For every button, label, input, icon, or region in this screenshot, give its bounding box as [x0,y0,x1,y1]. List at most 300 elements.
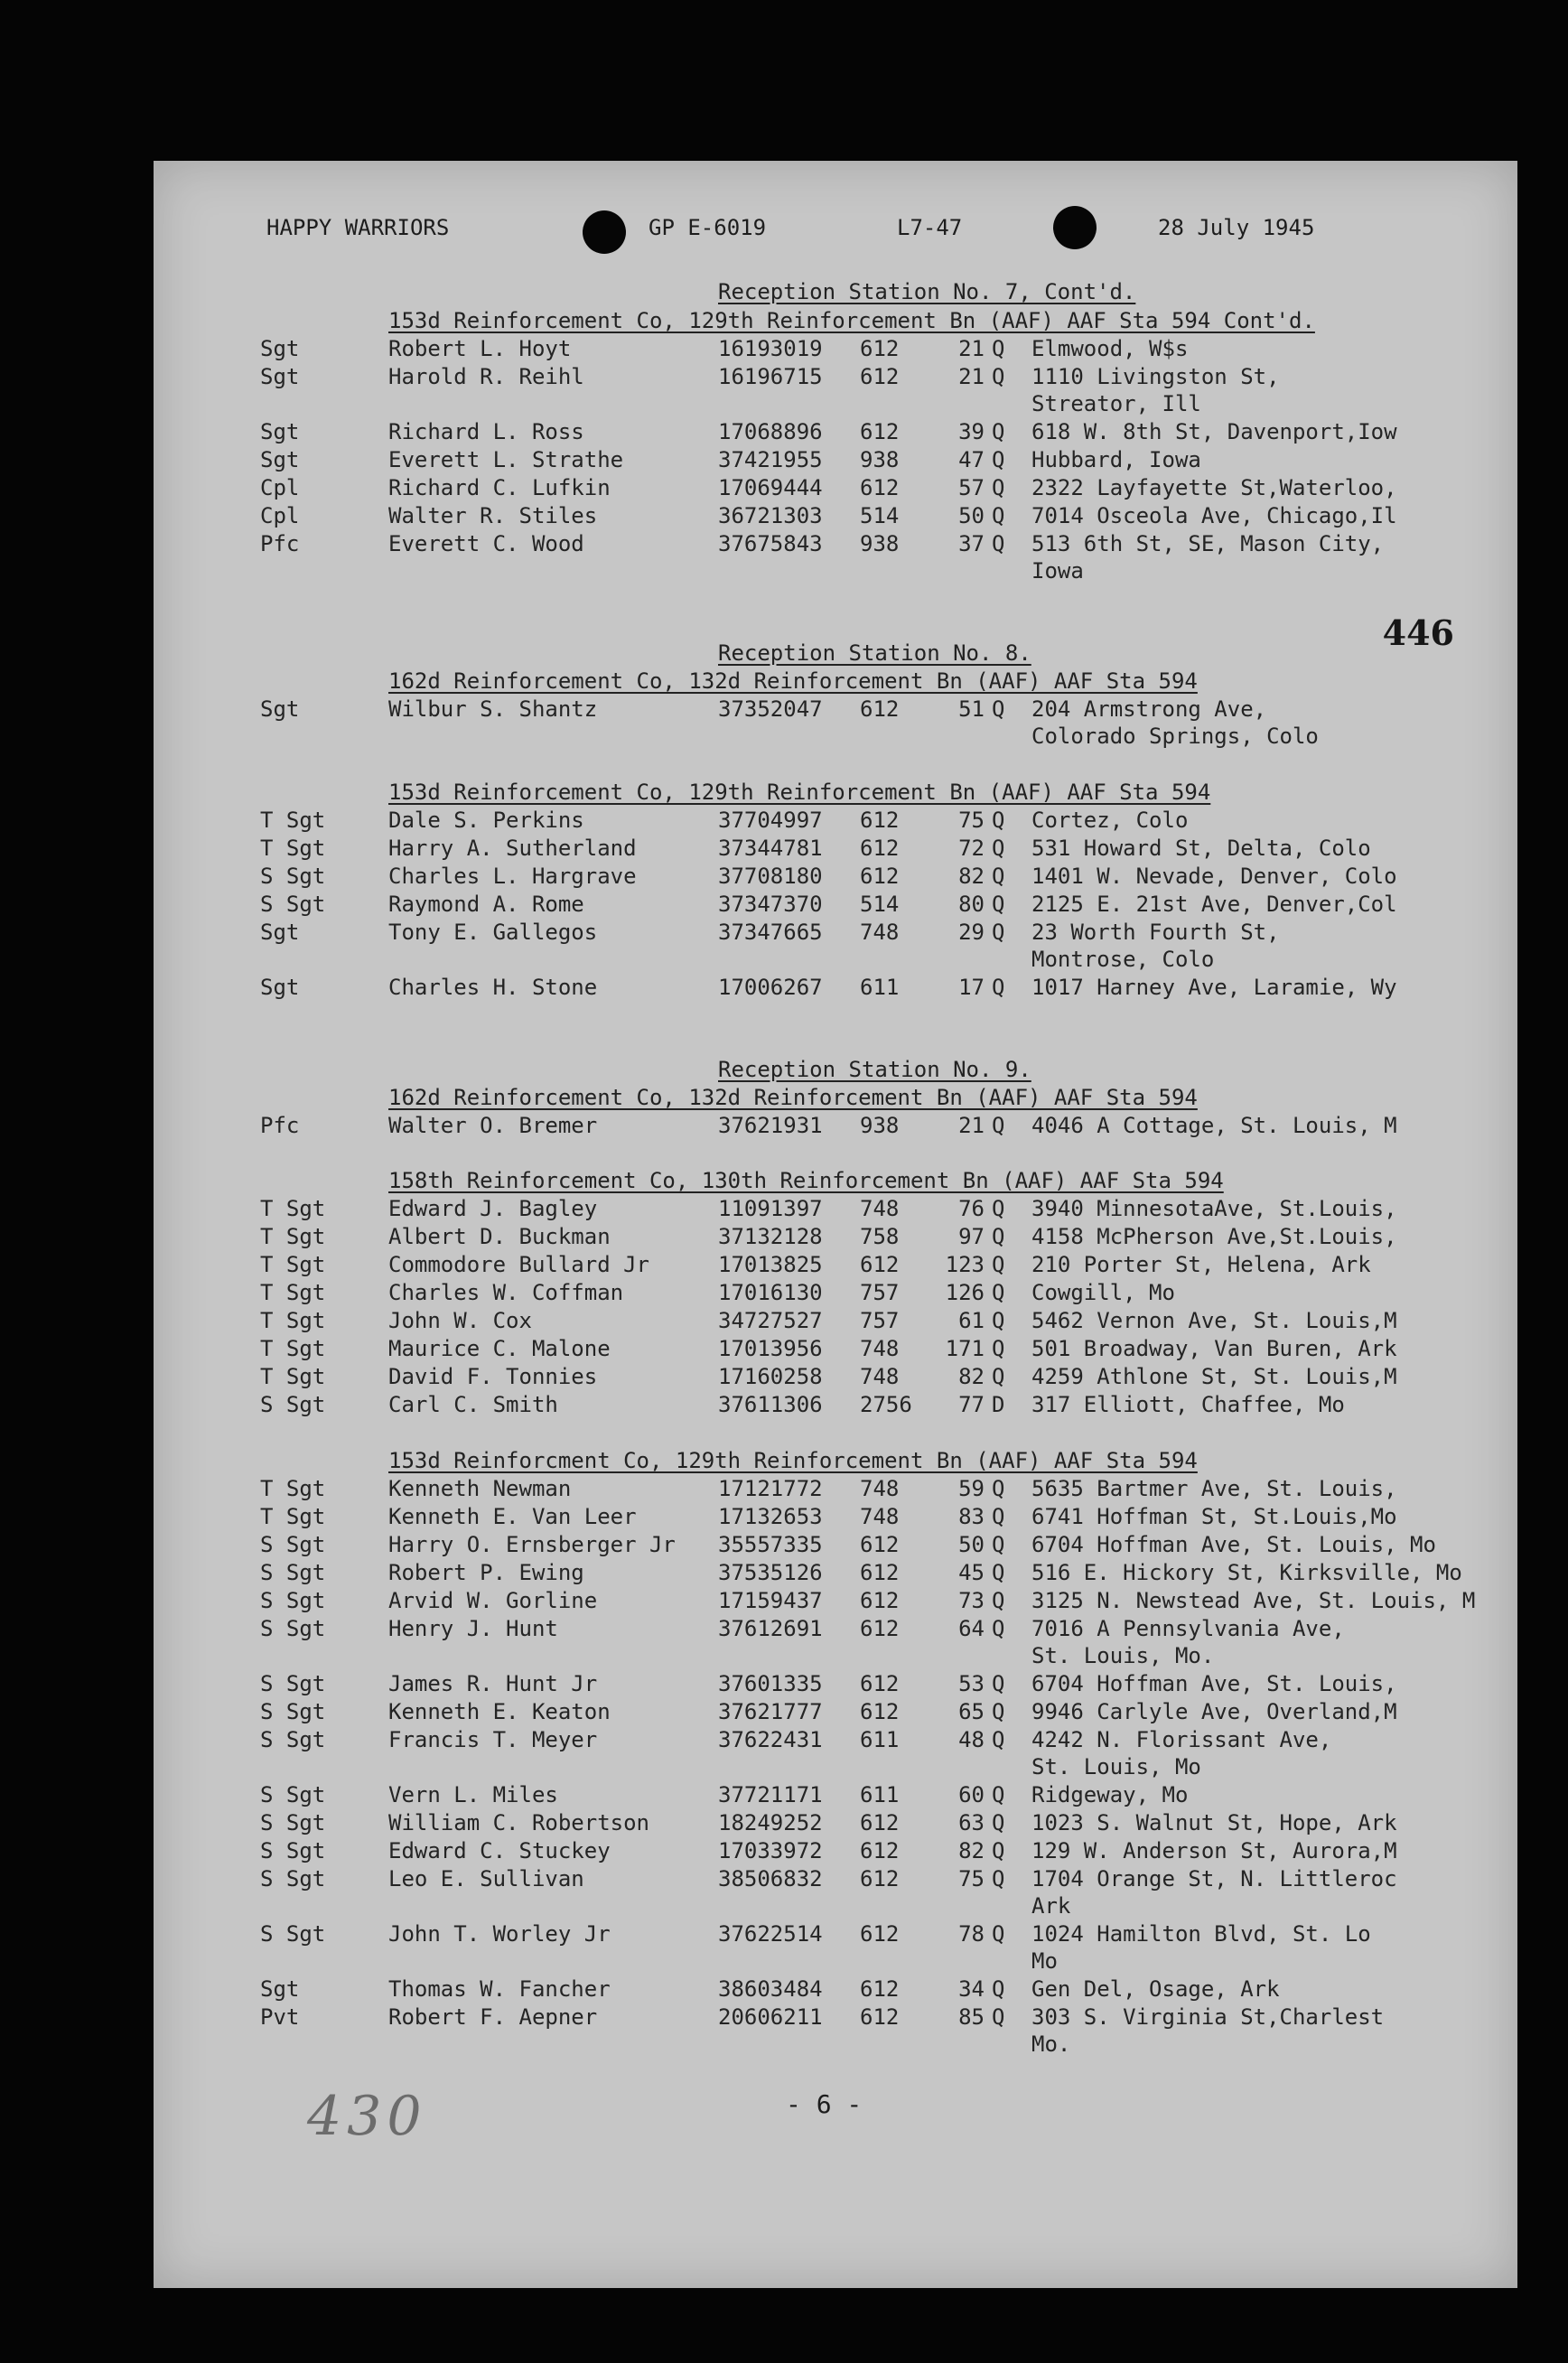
roster-rank: S Sgt [260,1727,326,1752]
unit-heading: 162d Reinforcement Co, 132d Reinforcement Bn (AAF) AAF Sta 594 [388,1085,1198,1110]
roster-addr: 1024 Hamilton Blvd, St. Lo [1031,1921,1371,1947]
roster-rank: Pvt [260,2004,300,2030]
roster-rank: T Sgt [260,1196,326,1221]
roster-row [154,2003,1517,2057]
roster-serial: 37721171 [718,1782,823,1807]
roster-addr: 129 W. Anderson St, Aurora,M [1031,1838,1397,1863]
roster-addr: 531 Howard St, Delta, Colo [1031,836,1371,861]
roster-serial: 11091397 [718,1196,823,1221]
roster-name: Charles W. Coffman [388,1280,624,1305]
roster-rank: T Sgt [260,1224,326,1249]
roster-q: Q [992,696,1005,722]
roster-serial: 37535126 [718,1560,823,1585]
roster-addr: 210 Porter St, Helena, Ark [1031,1252,1371,1277]
roster-code: 757 [860,1308,900,1333]
roster-q: Q [992,1616,1005,1641]
roster-pts: 21 [958,336,985,361]
roster-row [154,696,1517,749]
document-date: 28 July 1945 [1158,215,1315,240]
roster-pts: 123 [945,1252,985,1277]
roster-rank: T Sgt [260,808,326,833]
roster-rank: S Sgt [260,1671,326,1696]
roster-addr: 6704 Hoffman Ave, St. Louis, [1031,1671,1397,1696]
roster-rank: S Sgt [260,1560,326,1585]
roster-serial: 37675843 [718,531,823,556]
roster-code: 612 [860,1616,900,1641]
roster-code: 611 [860,1782,900,1807]
roster-q: Q [992,1113,1005,1138]
roster-rank: S Sgt [260,1921,326,1947]
roster-pts: 82 [958,864,985,889]
roster-rank: Sgt [260,447,300,472]
roster-pts: 75 [958,1866,985,1891]
roster-serial: 38603484 [718,1976,823,2002]
roster-pts: 64 [958,1616,985,1641]
roster-pts: 53 [958,1671,985,1696]
roster-addr: 4158 McPherson Ave,St.Louis, [1031,1224,1397,1249]
roster-row [154,1615,1517,1668]
roster-rank: Sgt [260,696,300,722]
roster-name: Leo E. Sullivan [388,1866,584,1891]
roster-addr-continued: Mo. [1031,2031,1071,2057]
roster-code: 612 [860,1588,900,1613]
roster-pts: 17 [958,975,985,1000]
roster-pts: 51 [958,696,985,722]
roster-addr: 6704 Hoffman Ave, St. Louis, Mo [1031,1532,1436,1557]
roster-pts: 60 [958,1782,985,1807]
roster-row [154,474,1517,501]
roster-q: Q [992,920,1005,945]
roster-addr: 5462 Vernon Ave, St. Louis,M [1031,1308,1397,1333]
roster-code: 612 [860,864,900,889]
roster-serial: 34727527 [718,1308,823,1333]
roster-row [154,1920,1517,1974]
roster-serial: 37622431 [718,1727,823,1752]
unit-heading: 158th Reinforcement Co, 130th Reinforcement Bn (AAF) AAF Sta 594 [388,1168,1224,1193]
roster-addr-continued: Montrose, Colo [1031,947,1215,972]
roster-name: Maurice C. Malone [388,1336,611,1361]
roster-addr: 303 S. Virginia St,Charlest [1031,2004,1385,2030]
roster-rank: S Sgt [260,1392,326,1417]
page-number: - 6 - [786,2089,863,2119]
roster-row [154,1335,1517,1362]
roster-row [154,1391,1517,1418]
roster-q: Q [992,1727,1005,1752]
roster-rank: T Sgt [260,1336,326,1361]
roster-pts: 59 [958,1476,985,1501]
roster-serial: 17013825 [718,1252,823,1277]
roster-code: 612 [860,1866,900,1891]
roster-rank: S Sgt [260,892,326,917]
roster-code: 612 [860,1810,900,1835]
roster-q: Q [992,1866,1005,1891]
roster-row [154,418,1517,445]
roster-code: 757 [860,1280,900,1305]
roster-rank: Cpl [260,475,300,500]
roster-pts: 80 [958,892,985,917]
roster-serial: 17069444 [718,475,823,500]
roster-addr: 1023 S. Walnut St, Hope, Ark [1031,1810,1397,1835]
roster-rank: Sgt [260,975,300,1000]
roster-row [154,530,1517,584]
roster-addr-continued: Streator, Ill [1031,391,1201,416]
roster-name: David F. Tonnies [388,1364,598,1389]
roster-code: 612 [860,1252,900,1277]
roster-serial: 37347370 [718,892,823,917]
roster-name: Richard C. Lufkin [388,475,611,500]
roster-addr: 4259 Athlone St, St. Louis,M [1031,1364,1397,1389]
roster-code: 938 [860,531,900,556]
unit-heading: 162d Reinforcement Co, 132d Reinforcement Bn (AAF) AAF Sta 594 [388,668,1198,694]
roster-row [154,363,1517,416]
roster-row [154,1531,1517,1558]
roster-name: Henry J. Hunt [388,1616,558,1641]
roster-pts: 50 [958,1532,985,1557]
roster-pts: 82 [958,1364,985,1389]
roster-row [154,1363,1517,1390]
roster-code: 748 [860,1504,900,1529]
roster-q: Q [992,1364,1005,1389]
roster-pts: 97 [958,1224,985,1249]
roster-rank: S Sgt [260,864,326,889]
roster-rank: S Sgt [260,1810,326,1835]
roster-code: 938 [860,447,900,472]
roster-rank: T Sgt [260,1504,326,1529]
roster-serial: 16196715 [718,364,823,389]
roster-addr: 2322 Layfayette St,Waterloo, [1031,475,1397,500]
roster-name: Tony E. Gallegos [388,920,598,945]
roster-addr: 1401 W. Nevade, Denver, Colo [1031,864,1397,889]
roster-addr: 1704 Orange St, N. Littleroc [1031,1866,1397,1891]
roster-q: Q [992,447,1005,472]
roster-q: Q [992,892,1005,917]
roster-q: Q [992,1336,1005,1361]
roster-q: Q [992,1252,1005,1277]
roster-addr: Cortez, Colo [1031,808,1189,833]
roster-code: 938 [860,1113,900,1138]
roster-addr: Gen Del, Osage, Ark [1031,1976,1280,2002]
roster-row [154,835,1517,862]
roster-addr: 1110 Livingston St, [1031,364,1280,389]
roster-rank: T Sgt [260,1252,326,1277]
roster-q: Q [992,808,1005,833]
roster-name: Raymond A. Rome [388,892,584,917]
roster-pts: 21 [958,1113,985,1138]
roster-q: Q [992,1838,1005,1863]
roster-row [154,1670,1517,1697]
roster-row [154,863,1517,890]
roster-serial: 37344781 [718,836,823,861]
reception-station-heading: Reception Station No. 9. [718,1057,1031,1082]
roster-addr: Hubbard, Iowa [1031,447,1201,472]
roster-row [154,1726,1517,1779]
roster-code: 748 [860,1196,900,1221]
roster-addr: 516 E. Hickory St, Kirksville, Mo [1031,1560,1462,1585]
document-page [154,161,1517,2288]
roster-rank: S Sgt [260,1699,326,1724]
roster-rank: S Sgt [260,1838,326,1863]
roster-name: Harold R. Reihl [388,364,584,389]
reception-station-heading: Reception Station No. 8. [718,640,1031,666]
roster-pts: 72 [958,836,985,861]
roster-row [154,1251,1517,1278]
roster-code: 612 [860,836,900,861]
roster-row [154,502,1517,529]
roster-row [154,807,1517,834]
roster-q: Q [992,336,1005,361]
roster-pts: 75 [958,808,985,833]
roster-addr: 2125 E. 21st Ave, Denver,Col [1031,892,1397,917]
roster-pts: 77 [958,1392,985,1417]
roster-pts: 171 [945,1336,985,1361]
roster-addr-continued: Colorado Springs, Colo [1031,724,1319,749]
roster-name: Carl C. Smith [388,1392,558,1417]
roster-pts: 83 [958,1504,985,1529]
roster-pts: 45 [958,1560,985,1585]
roster-row [154,1865,1517,1919]
roster-row [154,1307,1517,1334]
roster-addr-continued: Iowa [1031,558,1084,584]
roster-q: Q [992,1699,1005,1724]
punch-hole [1053,206,1097,249]
roster-addr: 4046 A Cottage, St. Louis, M [1031,1113,1397,1138]
roster-rank: T Sgt [260,1308,326,1333]
roster-name: Wilbur S. Shantz [388,696,598,722]
roster-addr: 317 Elliott, Chaffee, Mo [1031,1392,1345,1417]
roster-q: Q [992,975,1005,1000]
roster-name: Edward C. Stuckey [388,1838,611,1863]
roster-name: Dale S. Perkins [388,808,584,833]
roster-q: Q [992,1810,1005,1835]
roster-serial: 17132653 [718,1504,823,1529]
roster-code: 612 [860,1838,900,1863]
roster-addr: 4242 N. Florissant Ave, [1031,1727,1332,1752]
roster-serial: 37621777 [718,1699,823,1724]
roster-pts: 78 [958,1921,985,1947]
roster-serial: 17013956 [718,1336,823,1361]
roster-code: 611 [860,975,900,1000]
roster-addr: 204 Armstrong Ave, [1031,696,1267,722]
roster-serial: 17068896 [718,419,823,444]
roster-q: Q [992,1224,1005,1249]
roster-serial: 17159437 [718,1588,823,1613]
roster-row [154,335,1517,362]
roster-serial: 37621931 [718,1113,823,1138]
roster-serial: 17033972 [718,1838,823,1863]
roster-row [154,1587,1517,1614]
roster-rank: S Sgt [260,1616,326,1641]
roster-name: John W. Cox [388,1308,532,1333]
roster-serial: 37622514 [718,1921,823,1947]
roster-serial: 37347665 [718,920,823,945]
roster-rank: T Sgt [260,1476,326,1501]
roster-pts: 57 [958,475,985,500]
roster-addr: Cowgill, Mo [1031,1280,1175,1305]
roster-addr: 1017 Harney Ave, Laramie, Wy [1031,975,1397,1000]
roster-row [154,1975,1517,2003]
roster-serial: 20606211 [718,2004,823,2030]
roster-rank: S Sgt [260,1866,326,1891]
roster-rank: T Sgt [260,836,326,861]
reception-station-heading: Reception Station No. 7, Cont'd. [718,279,1136,304]
roster-addr: 7014 Osceola Ave, Chicago,Il [1031,503,1397,528]
roster-serial: 17006267 [718,975,823,1000]
roster-serial: 37708180 [718,864,823,889]
roster-rank: Pfc [260,531,300,556]
roster-q: Q [992,1976,1005,2002]
roster-pts: 63 [958,1810,985,1835]
roster-row [154,974,1517,1001]
roster-pts: 76 [958,1196,985,1221]
roster-addr: 501 Broadway, Van Buren, Ark [1031,1336,1397,1361]
roster-addr: 7016 A Pennsylvania Ave, [1031,1616,1345,1641]
roster-addr: Ridgeway, Mo [1031,1782,1189,1807]
roster-serial: 37612691 [718,1616,823,1641]
roster-addr: 3940 MinnesotaAve, St.Louis, [1031,1196,1397,1221]
roster-pts: 85 [958,2004,985,2030]
roster-code: 612 [860,364,900,389]
roster-name: Robert F. Aepner [388,2004,598,2030]
roster-row [154,1279,1517,1306]
roster-serial: 16193019 [718,336,823,361]
roster-serial: 37611306 [718,1392,823,1417]
roster-name: Charles H. Stone [388,975,598,1000]
roster-q: Q [992,531,1005,556]
roster-serial: 36721303 [718,503,823,528]
roster-name: Richard L. Ross [388,419,584,444]
roster-rank: Sgt [260,920,300,945]
roster-name: Vern L. Miles [388,1782,558,1807]
roster-addr-continued: Mo [1031,1948,1058,1974]
roster-code: 514 [860,503,900,528]
unit-name: HAPPY WARRIORS [266,215,450,240]
roster-name: William C. Robertson [388,1810,649,1835]
roster-rank: Sgt [260,336,300,361]
roster-addr: 3125 N. Newstead Ave, St. Louis, M [1031,1588,1476,1613]
roster-rank: Cpl [260,503,300,528]
roster-row [154,1809,1517,1836]
roster-pts: 47 [958,447,985,472]
roster-name: Robert P. Ewing [388,1560,584,1585]
unit-heading: 153d Reinforcement Co, 129th Reinforcement Bn (AAF) AAF Sta 594 [388,780,1211,805]
roster-name: Everett C. Wood [388,531,584,556]
roster-name: Walter R. Stiles [388,503,598,528]
roster-addr: 5635 Bartmer Ave, St. Louis, [1031,1476,1397,1501]
document-number: L7-47 [897,215,963,240]
stamp-number: 446 [1382,612,1454,653]
roster-pts: 61 [958,1308,985,1333]
roster-q: Q [992,836,1005,861]
roster-q: Q [992,1280,1005,1305]
roster-addr: 23 Worth Fourth St, [1031,920,1280,945]
roster-pts: 126 [945,1280,985,1305]
roster-code: 612 [860,1560,900,1585]
roster-row [154,1503,1517,1530]
roster-name: Everett L. Strathe [388,447,624,472]
roster-name: Kenneth E. Van Leer [388,1504,637,1529]
roster-pts: 48 [958,1727,985,1752]
roster-serial: 35557335 [718,1532,823,1557]
roster-name: Thomas W. Fancher [388,1976,611,2002]
roster-addr: 9946 Carlyle Ave, Overland,M [1031,1699,1397,1724]
roster-pts: 50 [958,503,985,528]
roster-rank: Sgt [260,419,300,444]
roster-serial: 37421955 [718,447,823,472]
roster-rank: T Sgt [260,1280,326,1305]
roster-addr: 6741 Hoffman St, St.Louis,Mo [1031,1504,1397,1529]
roster-q: Q [992,1921,1005,1947]
roster-name: Walter O. Bremer [388,1113,598,1138]
roster-q: Q [992,1671,1005,1696]
roster-code: 612 [860,1671,900,1696]
roster-code: 612 [860,419,900,444]
roster-code: 612 [860,2004,900,2030]
roster-code: 748 [860,1476,900,1501]
roster-code: 611 [860,1727,900,1752]
roster-name: Charles L. Hargrave [388,864,637,889]
unit-heading: 153d Reinforcment Co, 129th Reinforcement Bn (AAF) AAF Sta 594 [388,1448,1198,1473]
roster-addr: Elmwood, W$s [1031,336,1189,361]
roster-q: Q [992,2004,1005,2030]
roster-name: James R. Hunt Jr [388,1671,598,1696]
roster-name: Kenneth E. Keaton [388,1699,611,1724]
roster-addr-continued: St. Louis, Mo. [1031,1643,1215,1668]
roster-q: D [992,1392,1005,1417]
roster-rank: S Sgt [260,1532,326,1557]
roster-serial: 17121772 [718,1476,823,1501]
roster-addr: 513 6th St, SE, Mason City, [1031,531,1385,556]
roster-rank: Sgt [260,364,300,389]
roster-rank: S Sgt [260,1588,326,1613]
roster-code: 514 [860,892,900,917]
roster-pts: 37 [958,531,985,556]
roster-pts: 21 [958,364,985,389]
roster-row [154,1475,1517,1502]
roster-rank: Pfc [260,1113,300,1138]
roster-row [154,1698,1517,1725]
roster-code: 612 [860,1921,900,1947]
roster-code: 612 [860,1976,900,2002]
roster-serial: 37352047 [718,696,823,722]
unit-heading: 153d Reinforcement Co, 129th Reinforcement Bn (AAF) AAF Sta 594 Cont'd. [388,308,1315,333]
roster-code: 748 [860,920,900,945]
roster-addr-continued: St. Louis, Mo [1031,1754,1201,1779]
roster-q: Q [992,475,1005,500]
roster-name: Albert D. Buckman [388,1224,611,1249]
roster-name: Harry O. Ernsberger Jr [388,1532,676,1557]
roster-code: 612 [860,1532,900,1557]
order-number: GP E-6019 [649,215,767,240]
roster-code: 612 [860,808,900,833]
roster-q: Q [992,1196,1005,1221]
roster-row [154,919,1517,972]
roster-serial: 17016130 [718,1280,823,1305]
roster-serial: 18249252 [718,1810,823,1835]
roster-name: John T. Worley Jr [388,1921,611,1947]
roster-code: 612 [860,475,900,500]
roster-q: Q [992,364,1005,389]
roster-code: 748 [860,1364,900,1389]
roster-name: Edward J. Bagley [388,1196,598,1221]
roster-pts: 65 [958,1699,985,1724]
roster-pts: 34 [958,1976,985,2002]
roster-pts: 29 [958,920,985,945]
roster-code: 758 [860,1224,900,1249]
roster-addr: 618 W. 8th St, Davenport,Iow [1031,419,1397,444]
roster-serial: 17160258 [718,1364,823,1389]
roster-addr-continued: Ark [1031,1893,1071,1919]
punch-hole [583,210,626,254]
